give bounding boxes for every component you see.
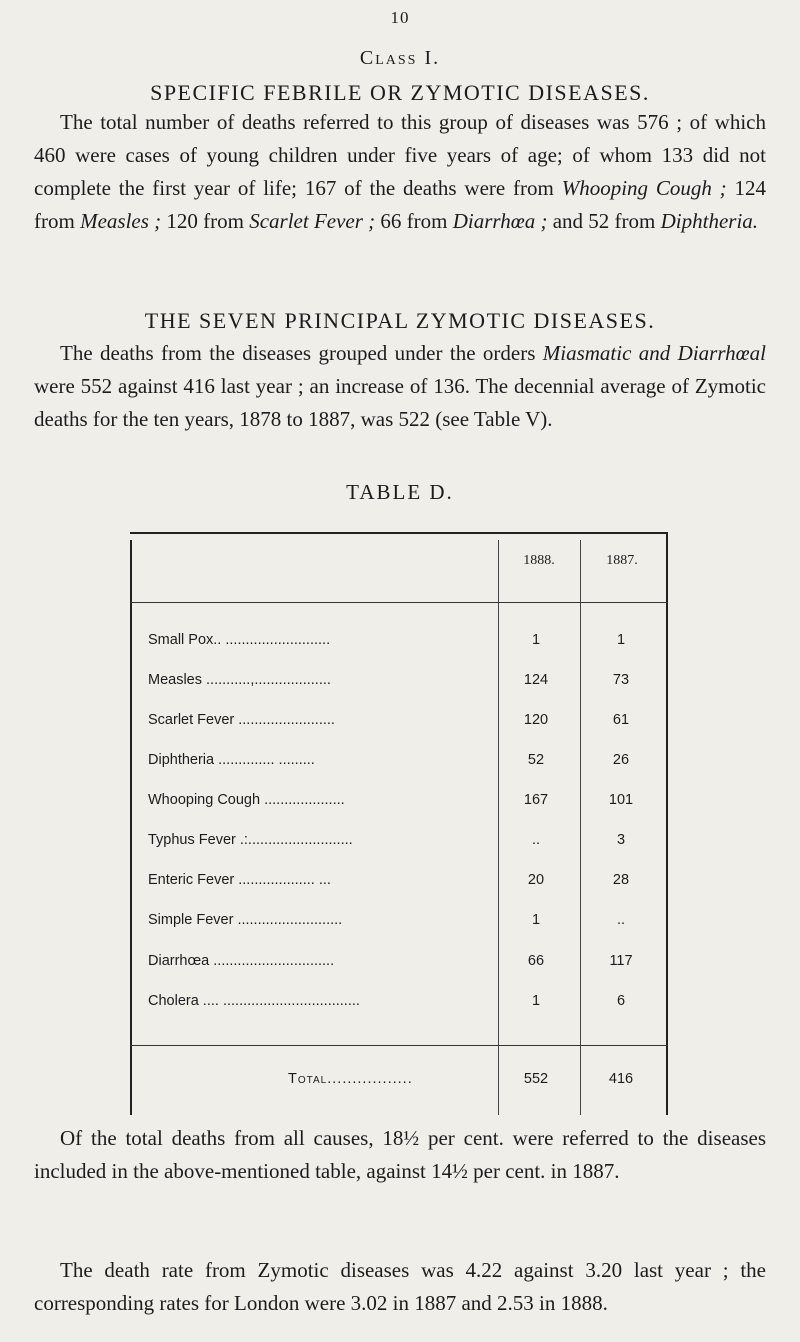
column-header-1888: 1888. xyxy=(523,553,555,568)
row-disease: Scarlet Fever ........................ xyxy=(148,712,335,728)
row-value-1888: 1 xyxy=(531,632,541,648)
table-row xyxy=(148,872,658,892)
row-value-1888: 52 xyxy=(527,752,545,768)
table-rule-left xyxy=(130,540,132,1115)
row-value-1888: 1 xyxy=(531,912,541,928)
row-disease: Diarrhœa .............................. xyxy=(148,953,335,969)
row-value-1887: 73 xyxy=(612,672,630,688)
table-row xyxy=(148,912,658,932)
table-rule-divider-2 xyxy=(580,540,581,1115)
paragraph-percent-deaths: Of the total deaths from all causes, 18½ per cent. were referred to the diseases included in the above-mentioned table, against 14½ per cent. in 1887. xyxy=(34,1126,766,1183)
row-value-1887: .. xyxy=(616,912,626,928)
row-value-1888: 167 xyxy=(523,792,549,808)
row-disease: Cholera .... .................................. xyxy=(148,993,360,1009)
row-value-1888: 124 xyxy=(523,672,549,688)
table-row xyxy=(148,632,658,652)
page-number: 10 xyxy=(390,8,410,27)
table-row xyxy=(148,752,658,772)
row-disease: Typhus Fever .:.......................... xyxy=(148,832,353,848)
row-value-1887: 61 xyxy=(612,712,630,728)
total-label: Total................. xyxy=(288,1071,413,1087)
paragraph-death-rate: The death rate from Zymotic diseases was 4.22 against 3.20 last year ; the corresponding rates for London were 3.02 in 1887 and 2.53 in 1888. xyxy=(34,1258,766,1315)
table-rule-right xyxy=(666,532,668,1115)
table-title: TABLE D. xyxy=(346,480,454,504)
table-row xyxy=(148,993,658,1013)
total-value-1888: 552 xyxy=(523,1071,549,1087)
paragraph-total-deaths: The total number of deaths referred to this group of diseases was 576 ; of which 460 were cases of young children under five years of age; of whom 133 did not complete the first year of life; 167 of the deaths were from Whooping Cough ; 124 from Measles ; 120 from Scarlet Fever ; 66 from Diarrhœa ; and 52 from Diphtheria. xyxy=(34,110,767,233)
row-value-1887: 26 xyxy=(612,752,630,768)
table-row xyxy=(148,953,658,973)
table-rule-divider-1 xyxy=(498,540,499,1115)
row-value-1887: 1 xyxy=(616,632,626,648)
table-row xyxy=(148,792,658,812)
row-value-1887: 28 xyxy=(612,872,630,888)
paragraph-zymotic-deaths: The deaths from the diseases grouped under the orders Miasmatic and Diarrhœal were 552 against 416 last year ; an increase of 136. The decennial average of Zymotic deaths for the ten years, 1878 to 1887, was 522 (see Table V). xyxy=(34,341,766,431)
row-disease: Diphtheria .............. ......... xyxy=(148,752,315,768)
row-value-1887: 101 xyxy=(608,792,634,808)
row-disease: Small Pox.. .......................... xyxy=(148,632,331,648)
table-rule-top xyxy=(130,532,668,534)
table-rule-header xyxy=(130,602,668,603)
section-heading-seven-principal: THE SEVEN PRINCIPAL ZYMOTIC DISEASES. xyxy=(144,308,656,333)
row-disease: Enteric Fever ................... ... xyxy=(148,872,331,888)
table-total-row xyxy=(148,1071,658,1091)
row-value-1887: 117 xyxy=(609,953,633,969)
section-heading-specific-febrile: SPECIFIC FEBRILE OR ZYMOTIC DISEASES. xyxy=(150,80,650,105)
total-value-1887: 416 xyxy=(608,1071,634,1087)
row-disease: Simple Fever .......................... xyxy=(148,912,343,928)
row-value-1888: 120 xyxy=(523,712,549,728)
row-disease: Whooping Cough .................... xyxy=(148,792,345,808)
row-value-1888: 66 xyxy=(527,953,545,969)
row-value-1887: 6 xyxy=(616,993,626,1009)
row-value-1887: 3 xyxy=(616,832,626,848)
table-row xyxy=(148,832,658,852)
table-rule-total xyxy=(130,1045,668,1046)
row-value-1888: .. xyxy=(531,832,541,848)
class-label: Class I. xyxy=(359,47,441,69)
row-value-1888: 1 xyxy=(531,993,541,1009)
table-row xyxy=(148,712,658,732)
row-disease: Measles ...........,................... xyxy=(148,672,331,688)
column-header-1887: 1887. xyxy=(606,553,638,568)
table-row xyxy=(148,672,658,692)
row-value-1888: 20 xyxy=(527,872,545,888)
